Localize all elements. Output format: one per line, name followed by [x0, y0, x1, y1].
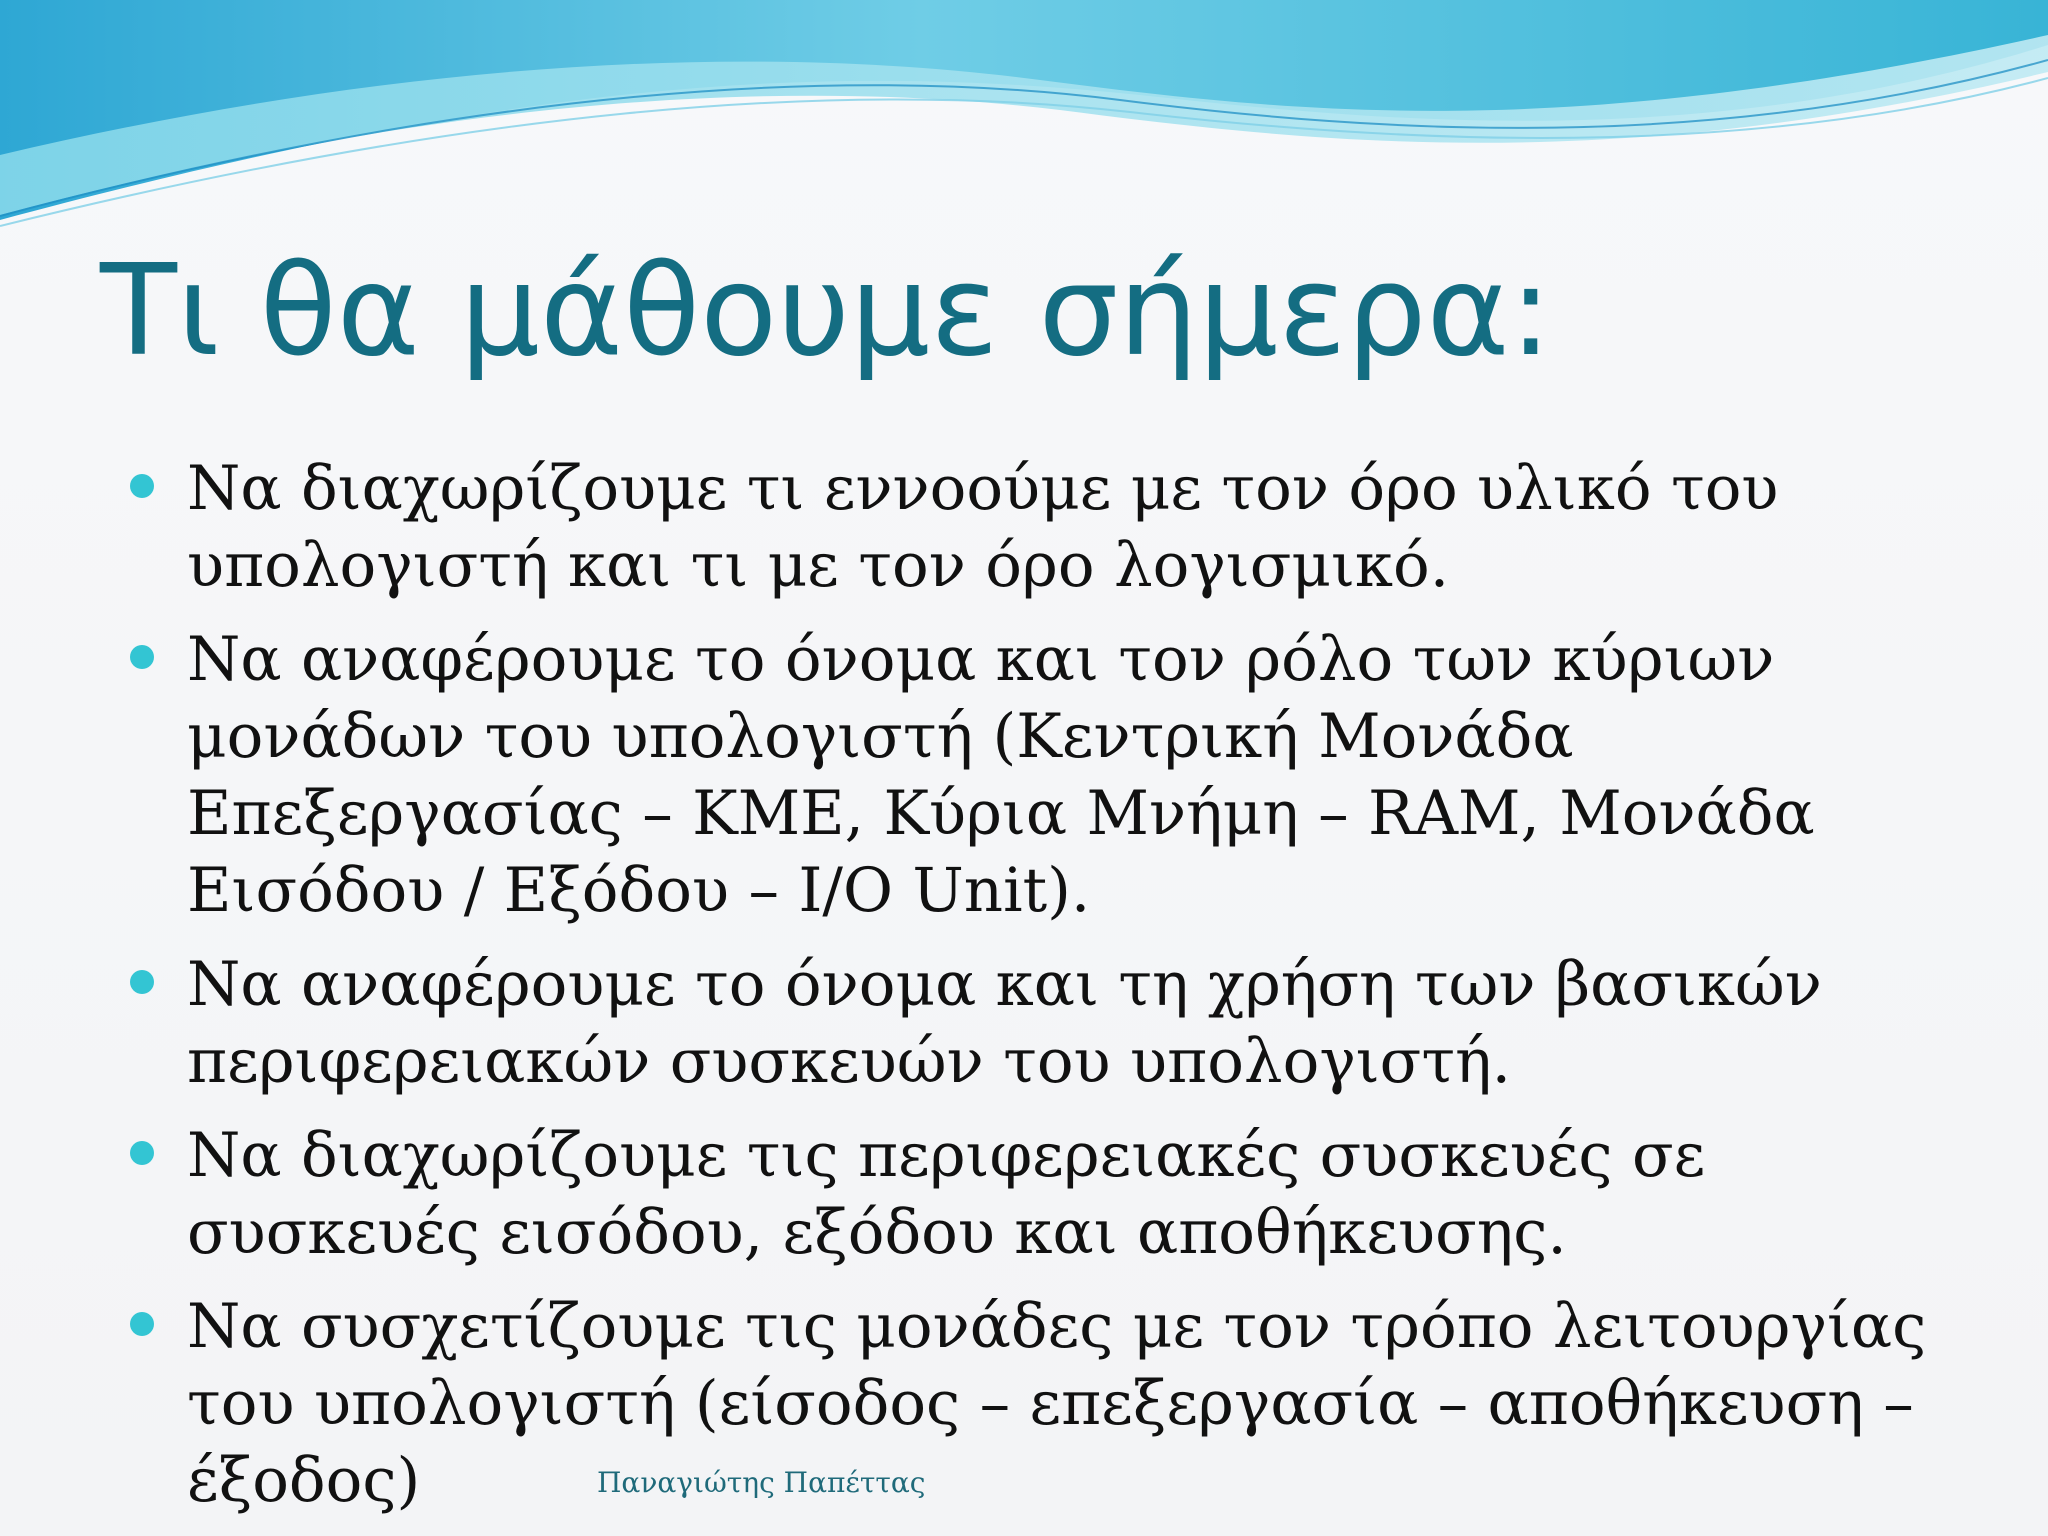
list-item — [130, 450, 1970, 604]
list-item — [130, 621, 1970, 929]
footer-author: Παναγιώτης Παπέττας — [597, 1466, 926, 1499]
objectives-list — [130, 450, 1970, 1536]
bullet-icon — [130, 645, 154, 669]
bullet-text: Να αναφέρουμε το όνομα και τον ρόλο των κύριων μονάδων του υπολογιστή (Κεντρική Μονάδα Επεξεργασίας – ΚΜΕ, Κύρια Μνήμη – RAM, Μονάδα Εισόδου / Εξόδου – I/O Unit). — [187, 624, 1815, 926]
bullet-text: Να διαχωρίζουμε τι εννοούμε με τον όρο υλικό του υπολογιστή και τι με τον όρο λογισμικό. — [187, 453, 1779, 601]
slide-title: Τι θα μάθουμε σήμερα: — [100, 237, 1552, 384]
bullet-text: Να αναφέρουμε το όνομα και τη χρήση των βασικών περιφερειακών συσκευών του υπολογιστή. — [187, 949, 1822, 1097]
bullet-icon — [130, 1141, 154, 1165]
header-wave-decoration — [0, 0, 2048, 260]
list-item — [130, 1288, 1970, 1519]
bullet-icon — [130, 1312, 154, 1336]
list-item — [130, 946, 1970, 1100]
bullet-text: Να συσχετίζουμε τις μονάδες με τον τρόπο λειτουργίας του υπολογιστή (είσοδος – επεξεργασία – αποθήκευση – έξοδος) — [187, 1291, 1927, 1516]
list-item — [130, 1117, 1970, 1271]
bullet-icon — [130, 970, 154, 994]
bullet-text: Να διαχωρίζουμε τις περιφερειακές συσκευές σε συσκευές εισόδου, εξόδου και αποθήκευσης. — [187, 1120, 1706, 1268]
bullet-icon — [130, 474, 154, 498]
